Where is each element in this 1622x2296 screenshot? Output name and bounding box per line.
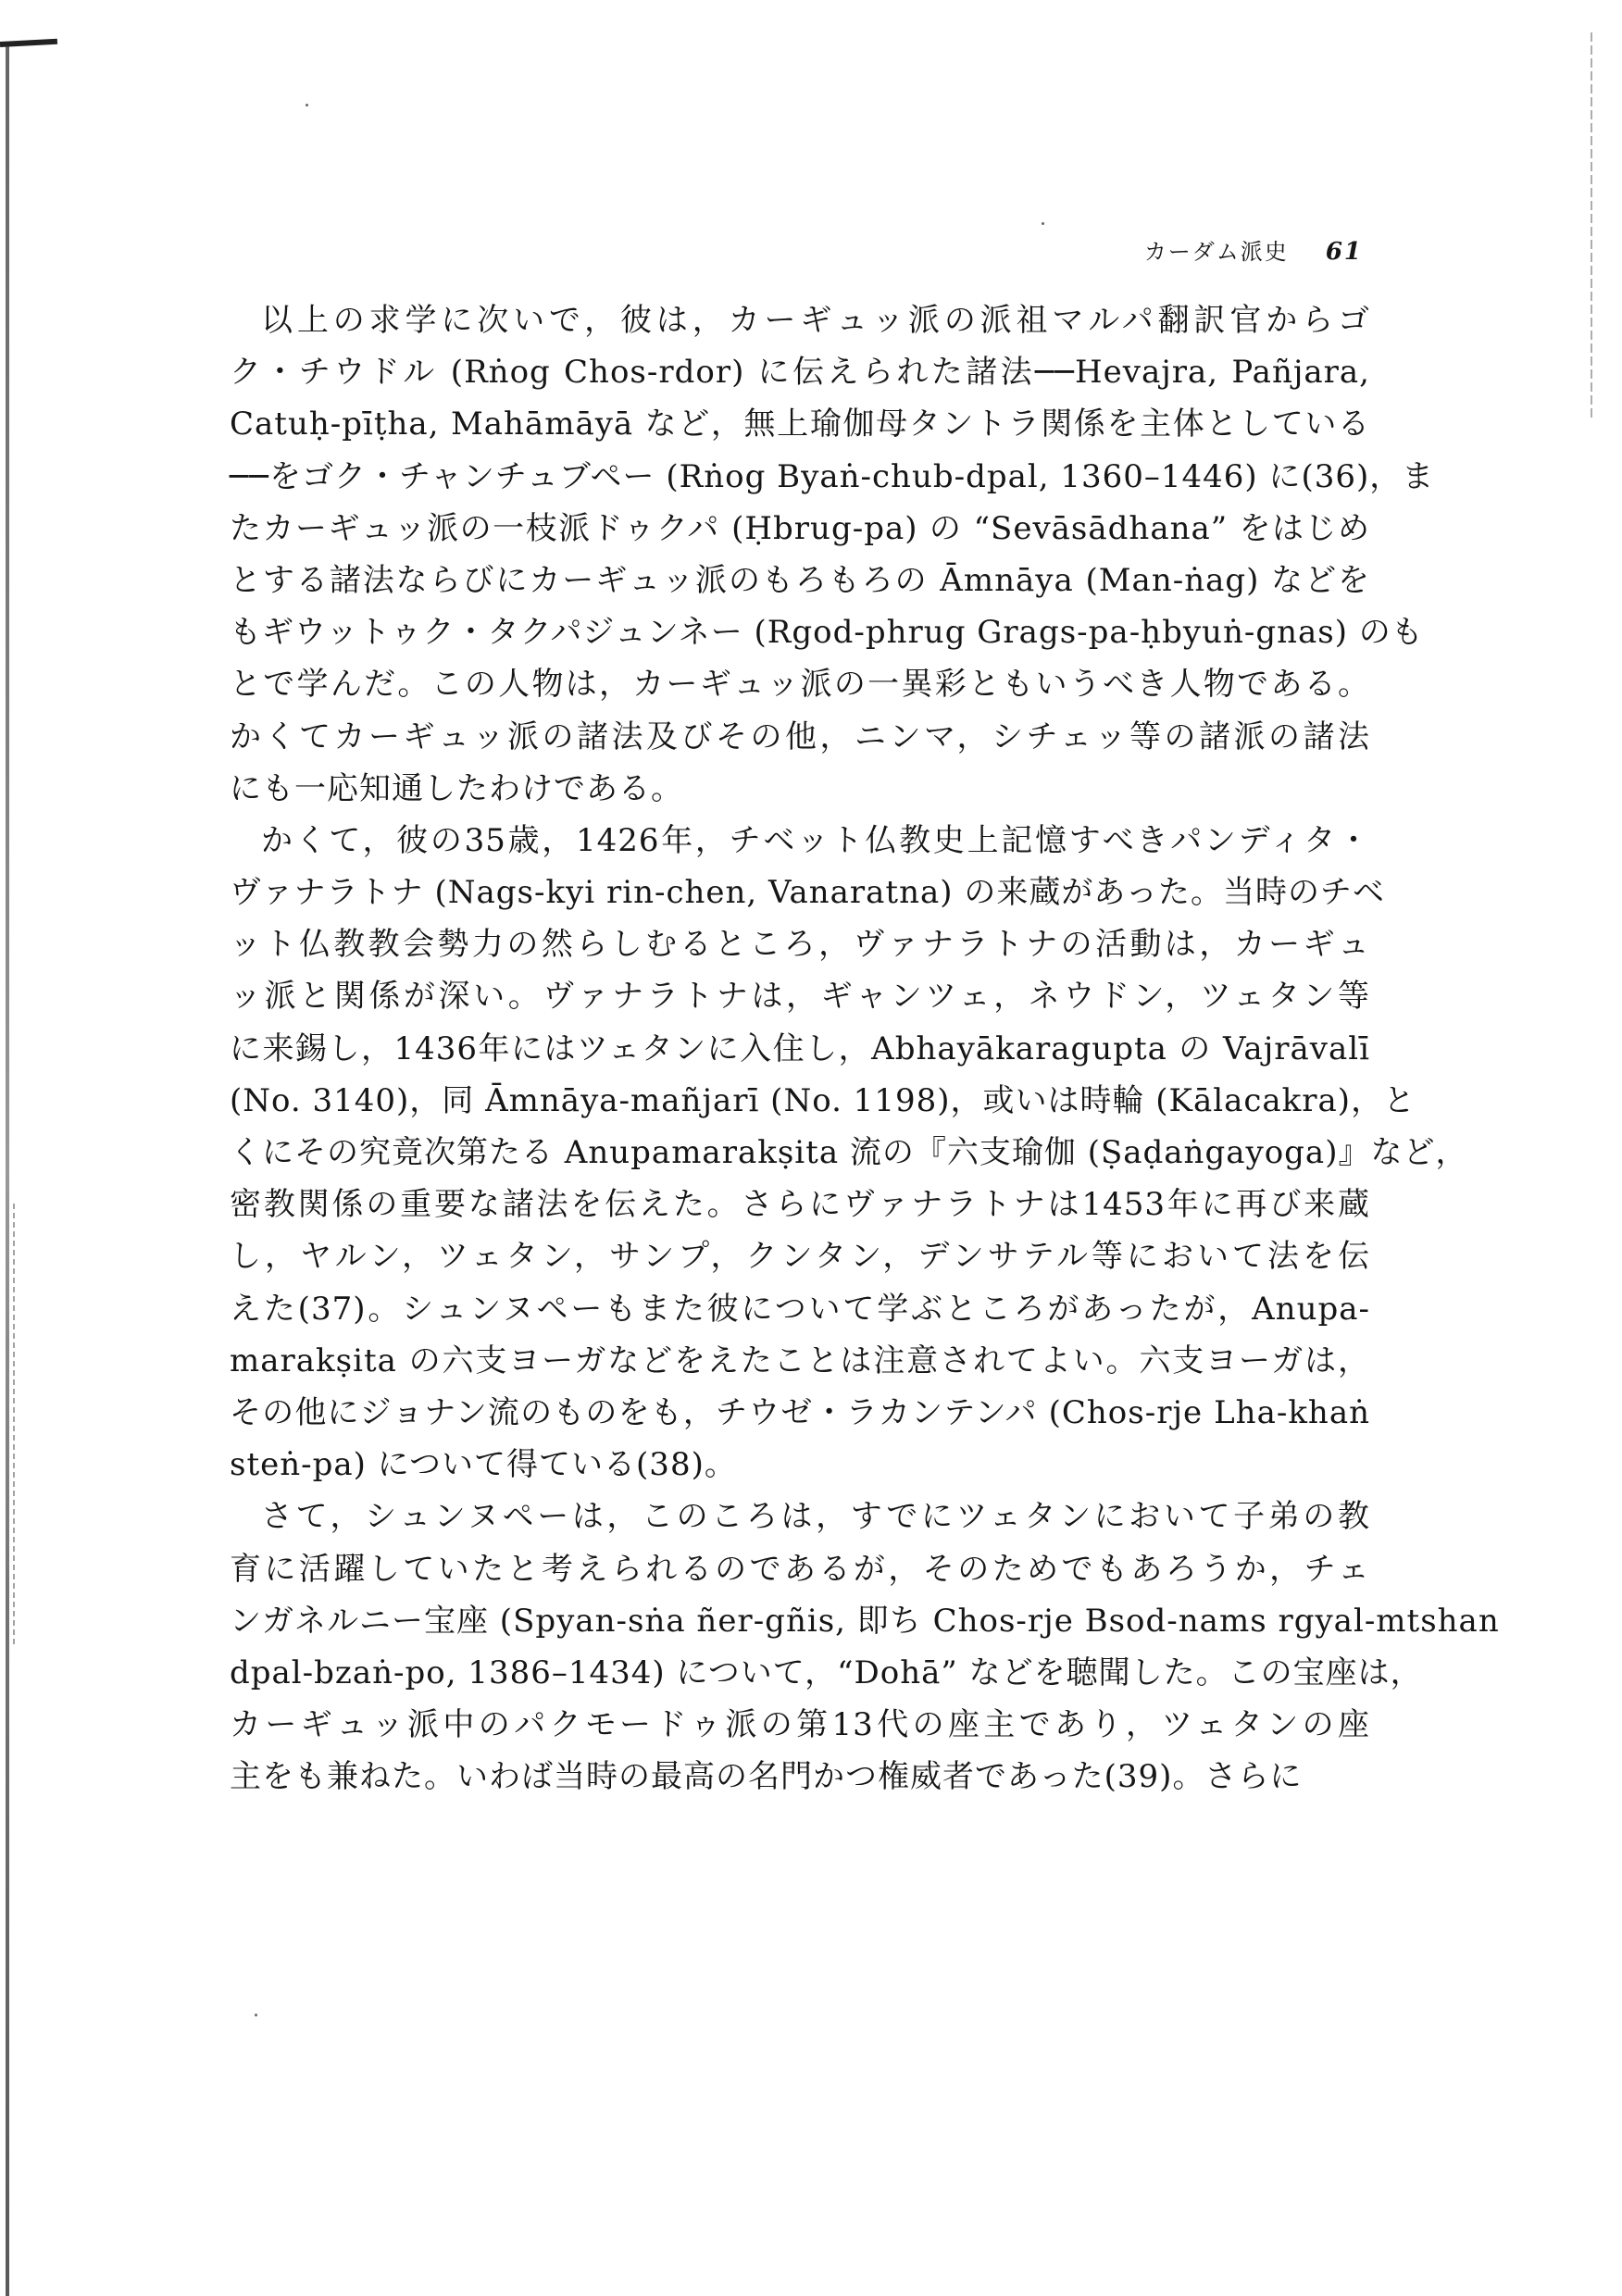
- text-line: かくてカーギュッ派の諸法及びその他，ニンマ，シチェッ等の諸派の諸法: [230, 718, 1370, 755]
- text-line: カーギュッ派中のパクモードゥ派の第13代の座主であり，ツェタンの座: [230, 1706, 1370, 1744]
- text-line: くにその究竟次第たる Anupamarakṣita 流の『六支瑜伽 (Ṣaḍaṅgayoga)』など，: [230, 1134, 1468, 1171]
- text-line: たカーギュッ派の一枝派ドゥクパ (Ḥbrug-pa) の “Sevāsādhana” をはじめ: [230, 509, 1370, 547]
- scan-speck: [1042, 222, 1044, 225]
- text-line: steṅ-pa) について得ている(38)。: [230, 1446, 737, 1484]
- text-line: marakṣita の六支ヨーガなどをえたことは注意されてよい。六支ヨーガは，: [230, 1341, 1370, 1379]
- page-number: 61: [1325, 238, 1363, 266]
- text-line: かくて，彼の35歳，1426年，チベット仏教史上記憶すべきパンディタ・: [261, 821, 1370, 859]
- text-line: dpal-bzaṅ-po, 1386–1434) について，“Dohā” などを聴聞した。この宝座は，: [230, 1653, 1423, 1691]
- text-line: し，ヤルン，ツェタン，サンプ，クンタン，デンサテル等において法を伝: [230, 1238, 1370, 1276]
- text-line: 密教関係の重要な諸法を伝えた。さらにヴァナラトナは1453年に再び来蔵: [230, 1186, 1370, 1224]
- text-line: ク・チウドル (Rṅog Chos-rdor) に伝えられた諸法──Hevajra, Pañjara,: [230, 354, 1370, 392]
- text-line: に来錫し，1436年にはツェタンに入住し，Abhayākaragupta の Vajrāvalī: [230, 1029, 1370, 1067]
- scan-speck: [306, 104, 308, 106]
- text-line: その他にジョナン流のものをも，チウゼ・ラカンテンパ (Chos-rje Lha-khaṅ: [230, 1393, 1370, 1431]
- text-line: 以上の求学に次いで，彼は，カーギュッ派の派祖マルパ翻訳官からゴ: [261, 302, 1370, 339]
- text-line: (No. 3140)，同 Āmnāya-mañjarī (No. 1198)，或いは時輪 (Kālacakra)，と: [230, 1081, 1416, 1119]
- text-line: ッ派と関係が深い。ヴァナラトナは，ギャンツェ，ネウドン，ツェタン等: [230, 978, 1370, 1016]
- text-line: さて，シュンヌペーは，このころは，すでにツェタンにおいて子弟の教: [261, 1498, 1371, 1536]
- text-line: ──をゴク・チャンチュブペー (Rṅog Byaṅ-chub-dpal, 1360–1446) に(36)，ま: [230, 457, 1435, 495]
- body-text: [230, 294, 1500, 1803]
- text-line: とで学んだ。この人物は，カーギュッ派の一異彩ともいうべき人物である。: [230, 666, 1370, 704]
- scan-edge-right: [1591, 32, 1592, 421]
- running-head-title: カーダム派史: [1143, 239, 1289, 265]
- scan-speck: [255, 2014, 257, 2016]
- text-line: 育に活躍していたと考えられるのであるが，そのためでもあろうか，チェ: [230, 1550, 1370, 1588]
- scan-edge-left: [6, 46, 9, 2296]
- text-line: えた(37)。シュンヌペーもまた彼について学ぶところがあったが，Anupa-: [230, 1290, 1370, 1328]
- text-line: にも一応知通したわけである。: [230, 769, 683, 807]
- text-line: ット仏教教会勢力の然らしむるところ，ヴァナラトナの活動は，カーギュ: [230, 926, 1370, 964]
- text-line: Catuḥ-pīṭha, Mahāmāyā など，無上瑜伽母タントラ関係を主体としている: [230, 406, 1370, 443]
- text-line: とする諸法ならびにカーギュッ派のもろもろの Āmnāya (Man-ṅag) などを: [230, 561, 1370, 599]
- text-line: ヴァナラトナ (Nags-kyi rin-chen, Vanaratna) の来蔵があった。当時のチベ: [230, 874, 1385, 912]
- text-line: もギウットゥク・タクパジュンネー (Rgod-phrug Grags-pa-ḥbyuṅ-gnas) のも: [230, 614, 1424, 652]
- text-line: 主をも兼ねた。いわば当時の最高の名門かつ権威者であった(39)。さらに: [230, 1758, 1303, 1796]
- scan-edge-left-noise: [13, 1204, 15, 1648]
- text-line: ンガネルニー宝座 (Spyan-sṅa ñer-gñis, 即ち Chos-rje Bsod-nams rgyal-mtshan: [230, 1602, 1500, 1640]
- running-head: [1144, 233, 1363, 266]
